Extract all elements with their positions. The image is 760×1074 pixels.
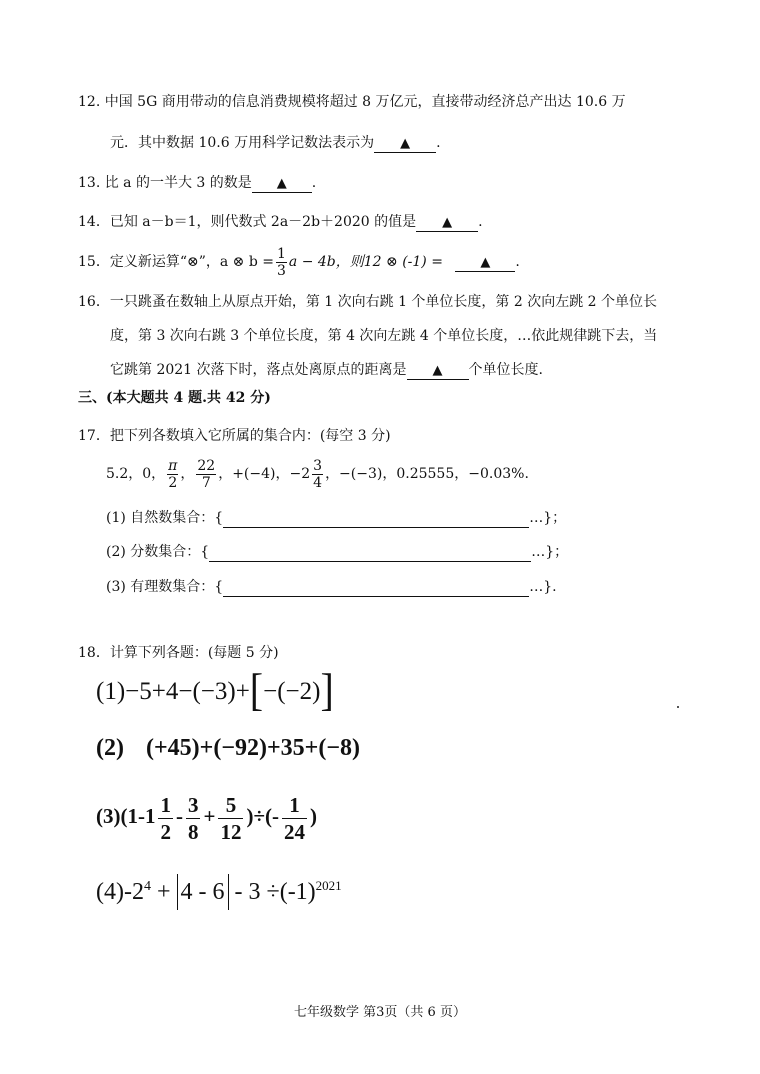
section-heading — [78, 388, 271, 408]
set-natural-input[interactable] — [223, 511, 529, 528]
q14-answer-blank[interactable] — [416, 214, 478, 232]
triangle-icon: ▲ — [432, 363, 443, 378]
p3-part-a: (3)(1-1 — [96, 804, 156, 828]
p3-frac-1 — [158, 792, 173, 845]
q17-set-1 — [106, 508, 566, 528]
set-fraction-end: …}； — [531, 544, 569, 560]
p4-plus: + — [156, 879, 171, 905]
p4-part-c: - 3 ÷(-1) — [234, 879, 316, 905]
q14-text: 14．已知 a－b＝1，则代数式 2a－2b＋2020 的值是 — [78, 214, 417, 230]
p3-den-2: 8 — [187, 819, 199, 844]
triangle-icon: ▲ — [400, 136, 411, 151]
q16-text-1: 16．一只跳蚤在数轴上从原点开始，第 1 次向右跳 1 个单位长度，第 2 次向左跳 2 个单位长 — [78, 294, 658, 310]
q15-end: . — [515, 254, 520, 270]
triangle-icon: ▲ — [480, 255, 491, 270]
p1-part-a: (1)−5+4−(−3)+ — [96, 678, 250, 705]
p4-absolute-value — [177, 874, 229, 910]
p1-part-b: −(−2) — [263, 678, 321, 705]
p3-op-3: )÷(- — [246, 804, 279, 828]
q16-text-4: 个单位长度. — [468, 362, 543, 378]
q14-end: . — [478, 214, 483, 230]
q16-text-3: 它跳第 2021 次落下时，落点处离原点的距离是 — [110, 362, 407, 378]
q15-fraction — [276, 246, 287, 279]
p3-op-1: - — [175, 804, 183, 828]
q12-text-2: 元．其中数据 10.6 万用科学记数法表示为 — [110, 135, 375, 151]
q17-set-2 — [106, 542, 568, 562]
p3-num-4: 1 — [282, 792, 307, 819]
q15-frac-num: 1 — [276, 245, 286, 262]
q16-line1 — [78, 292, 657, 312]
q13-end: . — [311, 175, 317, 191]
q13-answer-blank[interactable] — [252, 175, 312, 193]
q18-title-text: 18．计算下列各题：(每题 5 分) — [78, 645, 279, 661]
q17-3: 3 — [313, 457, 323, 474]
triangle-icon: ▲ — [276, 176, 287, 191]
p3-frac-2 — [186, 792, 201, 845]
q17-title-text: 17．把下列各数填入它所属的集合内：(每空 3 分) — [78, 428, 391, 444]
q18-problem-4 — [96, 868, 342, 910]
q15-answer-blank[interactable] — [455, 254, 515, 272]
q16-line2 — [110, 326, 657, 346]
q18-title — [78, 643, 279, 663]
q15-prefix: 15．定义新运算“⊗”，a ⊗ b = — [78, 254, 274, 270]
q16-line3 — [110, 360, 543, 380]
q12-text-1: 12. 中国 5G 商用带动的信息消费规模将超过 8 万亿元，直接带动经济总产出达 10.6 万 — [78, 94, 626, 110]
q17-num-1: 5.2，0， — [106, 466, 166, 482]
q12-line2 — [110, 133, 441, 153]
set-fraction-label: (2) 分数集合：{ — [106, 544, 210, 560]
q17-num-2: ，+(−4)，−2 — [218, 466, 311, 482]
p4-abs-content: 4 - 6 — [180, 879, 225, 905]
p3-num-1: 1 — [160, 792, 171, 817]
set-natural-end: …}； — [529, 510, 567, 526]
q17-title — [78, 426, 391, 446]
q17-set-3 — [106, 577, 557, 597]
p3-frac-4 — [282, 792, 307, 845]
p4-exponent-2: 2021 — [315, 878, 342, 893]
q17-num-3: ，−(−3)，0.25555，−0.03%. — [325, 466, 529, 482]
set-rational-input[interactable] — [223, 580, 529, 597]
set-rational-label: (3) 有理数集合：{ — [106, 579, 224, 595]
bracket-close: ] — [320, 663, 334, 716]
p3-den-4: 24 — [283, 819, 305, 844]
q16-answer-blank[interactable] — [407, 362, 469, 380]
set-rational-end: …}. — [529, 579, 557, 595]
set-fraction-input[interactable] — [209, 545, 531, 562]
page-footer — [0, 1001, 760, 1020]
q17-pi-half — [167, 458, 178, 491]
p2-label: (2) — [96, 735, 124, 761]
p3-end: ) — [309, 804, 317, 828]
q17-sep: ， — [180, 466, 195, 482]
bracket-open: [ — [249, 663, 264, 716]
p3-den-1: 2 — [160, 819, 171, 844]
q13 — [78, 173, 316, 193]
q12-end: . — [436, 135, 441, 151]
q12-answer-blank[interactable] — [374, 135, 436, 153]
q13-text: 13. 比 a 的一半大 3 的数是 — [78, 175, 252, 191]
p3-num-3: 5 — [218, 792, 243, 819]
q17-numbers — [106, 451, 529, 497]
section-3-title: 三、(本大题共 4 题.共 42 分) — [78, 390, 271, 406]
stray-dot — [677, 706, 679, 708]
q17-two: 2 — [168, 474, 178, 491]
q17-3-4 — [312, 458, 323, 491]
p4-part-a: (4)-2 — [96, 879, 144, 905]
q17-7: 7 — [201, 474, 211, 491]
q18-problem-1 — [96, 663, 334, 716]
q16-text-2: 度，第 3 次向右跳 3 个单位长度，第 4 次向左跳 4 个单位长度，…依此规律跳下去，当 — [110, 328, 658, 344]
p3-frac-3 — [218, 792, 243, 845]
p3-num-2: 3 — [187, 792, 199, 817]
q17-pi: π — [168, 457, 178, 474]
q17-22-7 — [196, 458, 216, 491]
p3-den-3: 12 — [220, 819, 242, 844]
p2-expression: (+45)+(−92)+35+(−8) — [145, 735, 360, 761]
q17-22: 22 — [197, 457, 216, 474]
q14 — [78, 212, 483, 232]
q18-problem-3 — [96, 786, 317, 846]
q15-frac-den: 3 — [276, 262, 286, 279]
q12-line1 — [78, 92, 626, 112]
q18-problem-2 — [96, 731, 360, 765]
set-natural-label: (1) 自然数集合：{ — [106, 510, 224, 526]
p4-exponent: 4 — [143, 879, 151, 894]
footer-text: 七年级数学 第3页（共 6 页） — [294, 1005, 466, 1020]
q15-rest: a − 4b，则12 ⊗ (-1) = — [288, 254, 443, 270]
q17-4: 4 — [313, 474, 323, 491]
p3-op-2: + — [203, 804, 216, 828]
triangle-icon: ▲ — [442, 215, 453, 230]
q15 — [78, 244, 520, 280]
